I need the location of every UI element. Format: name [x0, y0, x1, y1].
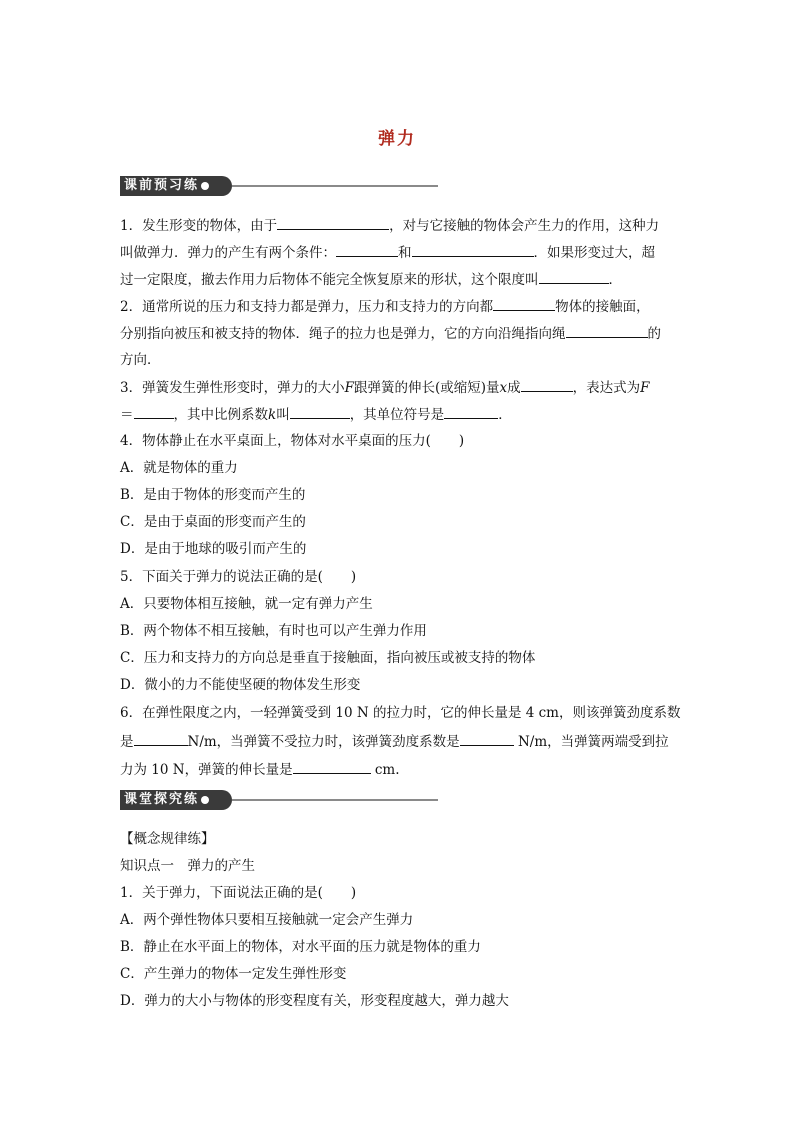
answer-blank [460, 731, 514, 746]
question-5-option-b: B．两个物体不相互接触，有时也可以产生弹力作用 [120, 623, 427, 639]
bullet-dot-icon [201, 182, 209, 190]
concept-option-d: D．弹力的大小与物体的形变程度有关，形变程度越大，弹力越大 [120, 993, 509, 1009]
question-3-line-1: 3．弹簧发生弹性形变时，弹力的大小F跟弹簧的伸长(或缩短)量x成 ，表达式为F [120, 377, 680, 398]
answer-blank [293, 759, 371, 774]
question-5-stem: 5．下面关于弹力的说法正确的是( ) [120, 569, 357, 585]
question-2-line-1: 2．通常所说的压力和支持力都是弹力，压力和支持力的方向都 物体的接触面， [120, 296, 680, 317]
question-4-option-d: D．是由于地球的吸引而产生的 [120, 541, 307, 557]
answer-blank [134, 404, 174, 419]
question-3-line-2: ＝ ，其中比例系数k叫 ，其单位符号是 ． [120, 404, 680, 425]
divider [232, 185, 438, 187]
answer-blank [444, 404, 498, 419]
question-5-option-c: C．压力和支持力的方向总是垂直于接触面，指向被压或被支持的物体 [120, 650, 536, 666]
answer-blank [539, 269, 609, 284]
concept-option-b: B．静止在水平面上的物体，对水平面的压力就是物体的重力 [120, 939, 481, 955]
answer-blank [277, 215, 389, 230]
question-4-stem: 4．物体静止在水平桌面上，物体对水平桌面的压力( ) [120, 433, 465, 449]
question-6-line-2: 是 N/m，当弹簧不受拉力时，该弹簧劲度系数是 N/m，当弹簧两端受到拉 [120, 731, 680, 752]
concept-option-c: C．产生弹力的物体一定发生弹性形变 [120, 966, 347, 982]
question-4-option-a: A．就是物体的重力 [120, 460, 238, 476]
answer-blank [412, 242, 534, 257]
section-header-inclass [120, 790, 438, 812]
question-5-option-a: A．只要物体相互接触，就一定有弹力产生 [120, 596, 373, 612]
concept-heading: 【概念规律练】 [120, 831, 215, 847]
answer-blank [493, 296, 555, 311]
question-4-option-b: B．是由于物体的形变而产生的 [120, 487, 306, 503]
question-6-line-3: 力为 10 N，弹簧的伸长量是 cm. [120, 759, 680, 780]
concept-option-a: A．两个弹性物体只要相互接触就一定会产生弹力 [120, 912, 414, 928]
question-2-line-3: 方向． [120, 352, 161, 368]
answer-blank [290, 404, 350, 419]
question-6-line-1: 6．在弹性限度之内，一轻弹簧受到 10 N 的拉力时，它的伸长量是 4 cm，则该弹簧劲度系数 [120, 705, 681, 721]
concept-question-1-stem: 1．关于弹力，下面说法正确的是( ) [120, 885, 357, 901]
question-1-line-3: 过一定限度，撤去作用力后物体不能完全恢复原来的形状，这个限度叫 ． [120, 269, 680, 290]
divider [232, 799, 438, 801]
bullet-dot-icon [201, 796, 209, 804]
question-5-option-d: D．微小的力不能使坚硬的物体发生形变 [120, 677, 361, 693]
knowledge-point-title: 知识点一 弹力的产生 [120, 858, 255, 874]
section-header-preview [120, 176, 438, 198]
answer-blank [336, 242, 398, 257]
section-label: 课堂探究练 [124, 792, 200, 807]
answer-blank [566, 323, 648, 338]
question-4-option-c: C．是由于桌面的形变而产生的 [120, 514, 306, 530]
question-2-line-2: 分别指向被压和被支持的物体．绳子的拉力也是弹力，它的方向沿绳指向绳 的 [120, 323, 680, 344]
question-1-line-1: 1．发生形变的物体，由于 ，对与它接触的物体会产生力的作用，这种力 [120, 215, 680, 236]
question-1-line-2: 叫做弹力．弹力的产生有两个条件： 和 ．如果形变过大，超 [120, 242, 680, 263]
page-title: 弹力 [378, 129, 416, 149]
answer-blank [521, 377, 573, 392]
section-label: 课前预习练 [124, 178, 200, 193]
answer-blank [134, 731, 188, 746]
